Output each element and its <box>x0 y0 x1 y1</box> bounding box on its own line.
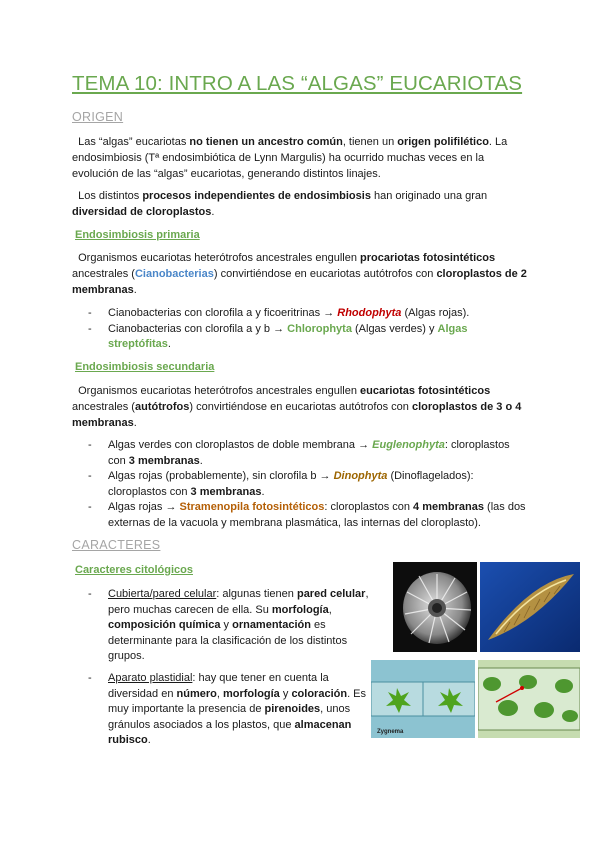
list-item: - Algas rojas → Stramenopila fotosintéticos: cloroplastos con 4 membranas (las dos externas de la vacuola y membrana plasmática, las internas del cloroplasto). <box>88 500 528 531</box>
diatom-micrograph-image <box>480 562 580 652</box>
origen-paragraph-1: Las “algas” eucariotas no tienen un ancestro común, tienen un origen polifilético. La endosimbiosis (Tª endosimbiótica de Lynn Margulis) ha ocurrido muchas veces en la evolución de las “algas” eucariotas, generando distintos linajes. <box>72 136 508 180</box>
diatom-sem-image <box>393 562 477 652</box>
secundaria-paragraph: Organismos eucariotas heterótrofos ancestrales engullen eucariotas fotosintéticos ancestrales (autótrofos) convirtiéndose en eucariotas autótrofos con cloroplastos de 3 o 4 membranas. <box>72 385 522 429</box>
list-item: - Algas rojas (probablemente), sin clorofila b → Dinophyta (Dinoflagelados): cloroplastos con 3 membranas. <box>88 469 528 500</box>
caracteres-list-1 <box>88 587 373 665</box>
section-heading-caracteres: CARACTERES <box>72 538 161 552</box>
primaria-list <box>88 306 528 353</box>
zygnema-image <box>371 660 475 738</box>
origen-paragraph-2: Los distintos procesos independientes de endosimbiosis han originado una gran diversidad de cloroplastos. <box>72 190 488 218</box>
page-title: TEMA 10: INTRO A LAS “ALGAS” EUCARIOTAS <box>72 72 523 95</box>
primaria-paragraph: Organismos eucariotas heterótrofos ancestrales engullen procariotas fotosintéticos ancestrales (Cianobacterias) convirtiéndose en eucariotas autótrofos con cloroplastos de 2 membranas. <box>72 252 527 296</box>
subheading-endosimbiosis-primaria: Endosimbiosis primaria <box>75 229 200 241</box>
subheading-endosimbiosis-secundaria: Endosimbiosis secundaria <box>75 361 215 373</box>
list-item: - Cianobacterias con clorofila a y b → Chlorophyta (Algas verdes) y Algas streptófitas. <box>88 322 528 353</box>
list-item: - Cubierta/pared celular: algunas tienen pared celular, pero muchas carecen de ella. Su morfología, composición química y ornamentación es determinante para la clasificación de los distintos grupos. <box>88 587 373 665</box>
section-heading-origen: ORIGEN <box>72 110 124 124</box>
caracteres-list-2 <box>88 671 373 749</box>
image-caption: Zygnema <box>377 729 404 735</box>
subheading-caracteres-citologicos: Caracteres citológicos <box>75 564 193 576</box>
list-item: - Algas verdes con cloroplastos de doble membrana → Euglenophyta: cloroplastos con 3 membranas. <box>88 438 528 469</box>
filamentous-alga-image <box>478 660 580 738</box>
secundaria-list <box>88 438 528 531</box>
list-item: - Cianobacterias con clorofila a y ficoeritrinas → Rhodophyta (Algas rojas). <box>88 306 528 322</box>
list-item: - Aparato plastidial: hay que tener en cuenta la diversidad en número, morfología y coloración. Es muy importante la presencia de pirenoides, unos gránulos asociados a los plastos, que almacenan rubisco. <box>88 671 373 749</box>
